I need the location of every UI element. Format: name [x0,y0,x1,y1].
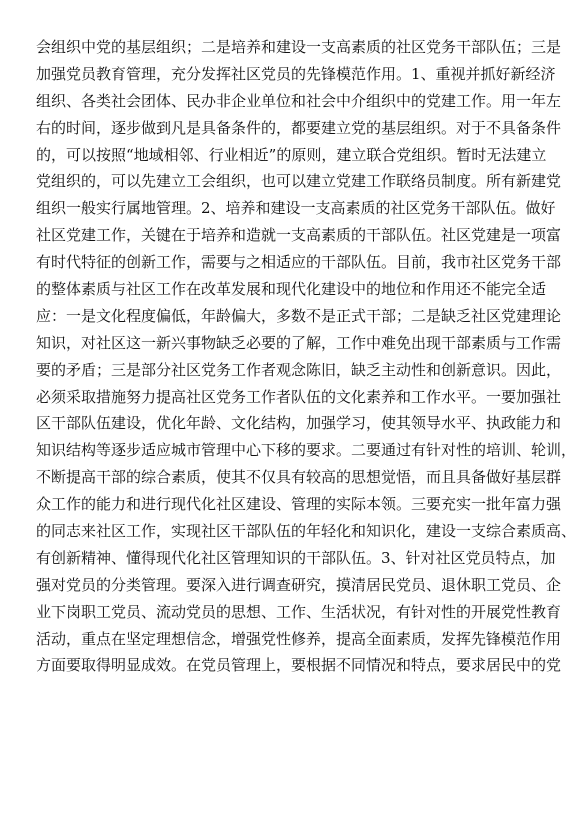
text-line: 必须采取措施努力提高社区党务工作者队伍的文化素养和工作水平。一要加强社 [36,387,562,406]
text-line: 组织、各类社会团体、民办非企业单位和社会中介组织中的党建工作。用一年左 [36,91,562,110]
text-line: 组织一般实行属地管理。2、培养和建设一支高素质的社区党务干部队伍。做好 [36,199,556,218]
text-line: 社区党建工作，关键在于培养和造就一支高素质的干部队伍。社区党建是一项富 [36,226,562,245]
text-line: 有创新精神、懂得现代化社区管理知识的干部队伍。3、针对社区党员特点，加 [36,548,556,567]
text-line: 众工作的能力和进行现代化社区建设、管理的实际本领。三要充实一批年富力强 [36,495,562,514]
text-line: 知识，对社区这一新兴事物缺乏必要的了解，工作中难免出现干部素质与工作需 [36,333,562,352]
text-line: 要的矛盾；三是部分社区党务工作者观念陈旧，缺乏主动性和创新意识。因此， [36,360,562,379]
text-line: 不断提高干部的综合素质，使其不仅具有较高的思想觉悟，而且具备做好基层群 [36,468,562,487]
text-line: 的，可以按照“地域相邻、行业相近”的原则，建立联合党组织。暂时无法建立 [36,145,547,164]
text-line: 的同志来社区工作，实现社区干部队伍的年轻化和知识化，建设一支综合素质高、 [36,522,577,541]
text-line: 会组织中党的基层组织；二是培养和建设一支高素质的社区党务干部队伍；三是 [36,38,562,56]
body-text [36,34,577,679]
text-line: 活动，重点在坚定理想信念，增强党性修养，提高全面素质，发挥先锋模范作用 [36,629,562,648]
text-line: 应：一是文化程度偏低，年龄偏大，多数不是正式干部；二是缺乏社区党建理论 [36,306,562,325]
text-line: 知识结构等逐步适应城市管理中心下移的要求。二要通过有针对性的培训、轮训， [36,441,577,460]
text-line: 方面要取得明显成效。在党员管理上，要根据不同情况和特点，要求居民中的党 [36,656,562,675]
text-line: 区干部队伍建设，优化年龄、文化结构，加强学习，使其领导水平、执政能力和 [36,414,562,433]
text-line: 的整体素质与社区工作在改革发展和现代化建设中的地位和作用还不能完全适 [36,280,547,299]
text-line: 强对党员的分类管理。要深入进行调查研究，摸清居民党员、退休职工党员、企 [36,575,562,594]
text-line: 右的时间，逐步做到凡是具备条件的，都要建立党的基层组织。对于不具备条件 [36,118,562,137]
text-line: 党组织的，可以先建立工会组织，也可以建立党建工作联络员制度。所有新建党 [36,172,562,191]
text-line: 加强党员教育管理，充分发挥社区党员的先锋模范作用。1、重视并抓好新经济 [36,64,556,83]
text-line: 业下岗职工党员、流动党员的思想、工作、生活状况，有针对性的开展党性教育 [36,602,562,621]
text-line: 有时代特征的创新工作，需要与之相适应的干部队伍。目前，我市社区党务干部 [36,253,562,272]
